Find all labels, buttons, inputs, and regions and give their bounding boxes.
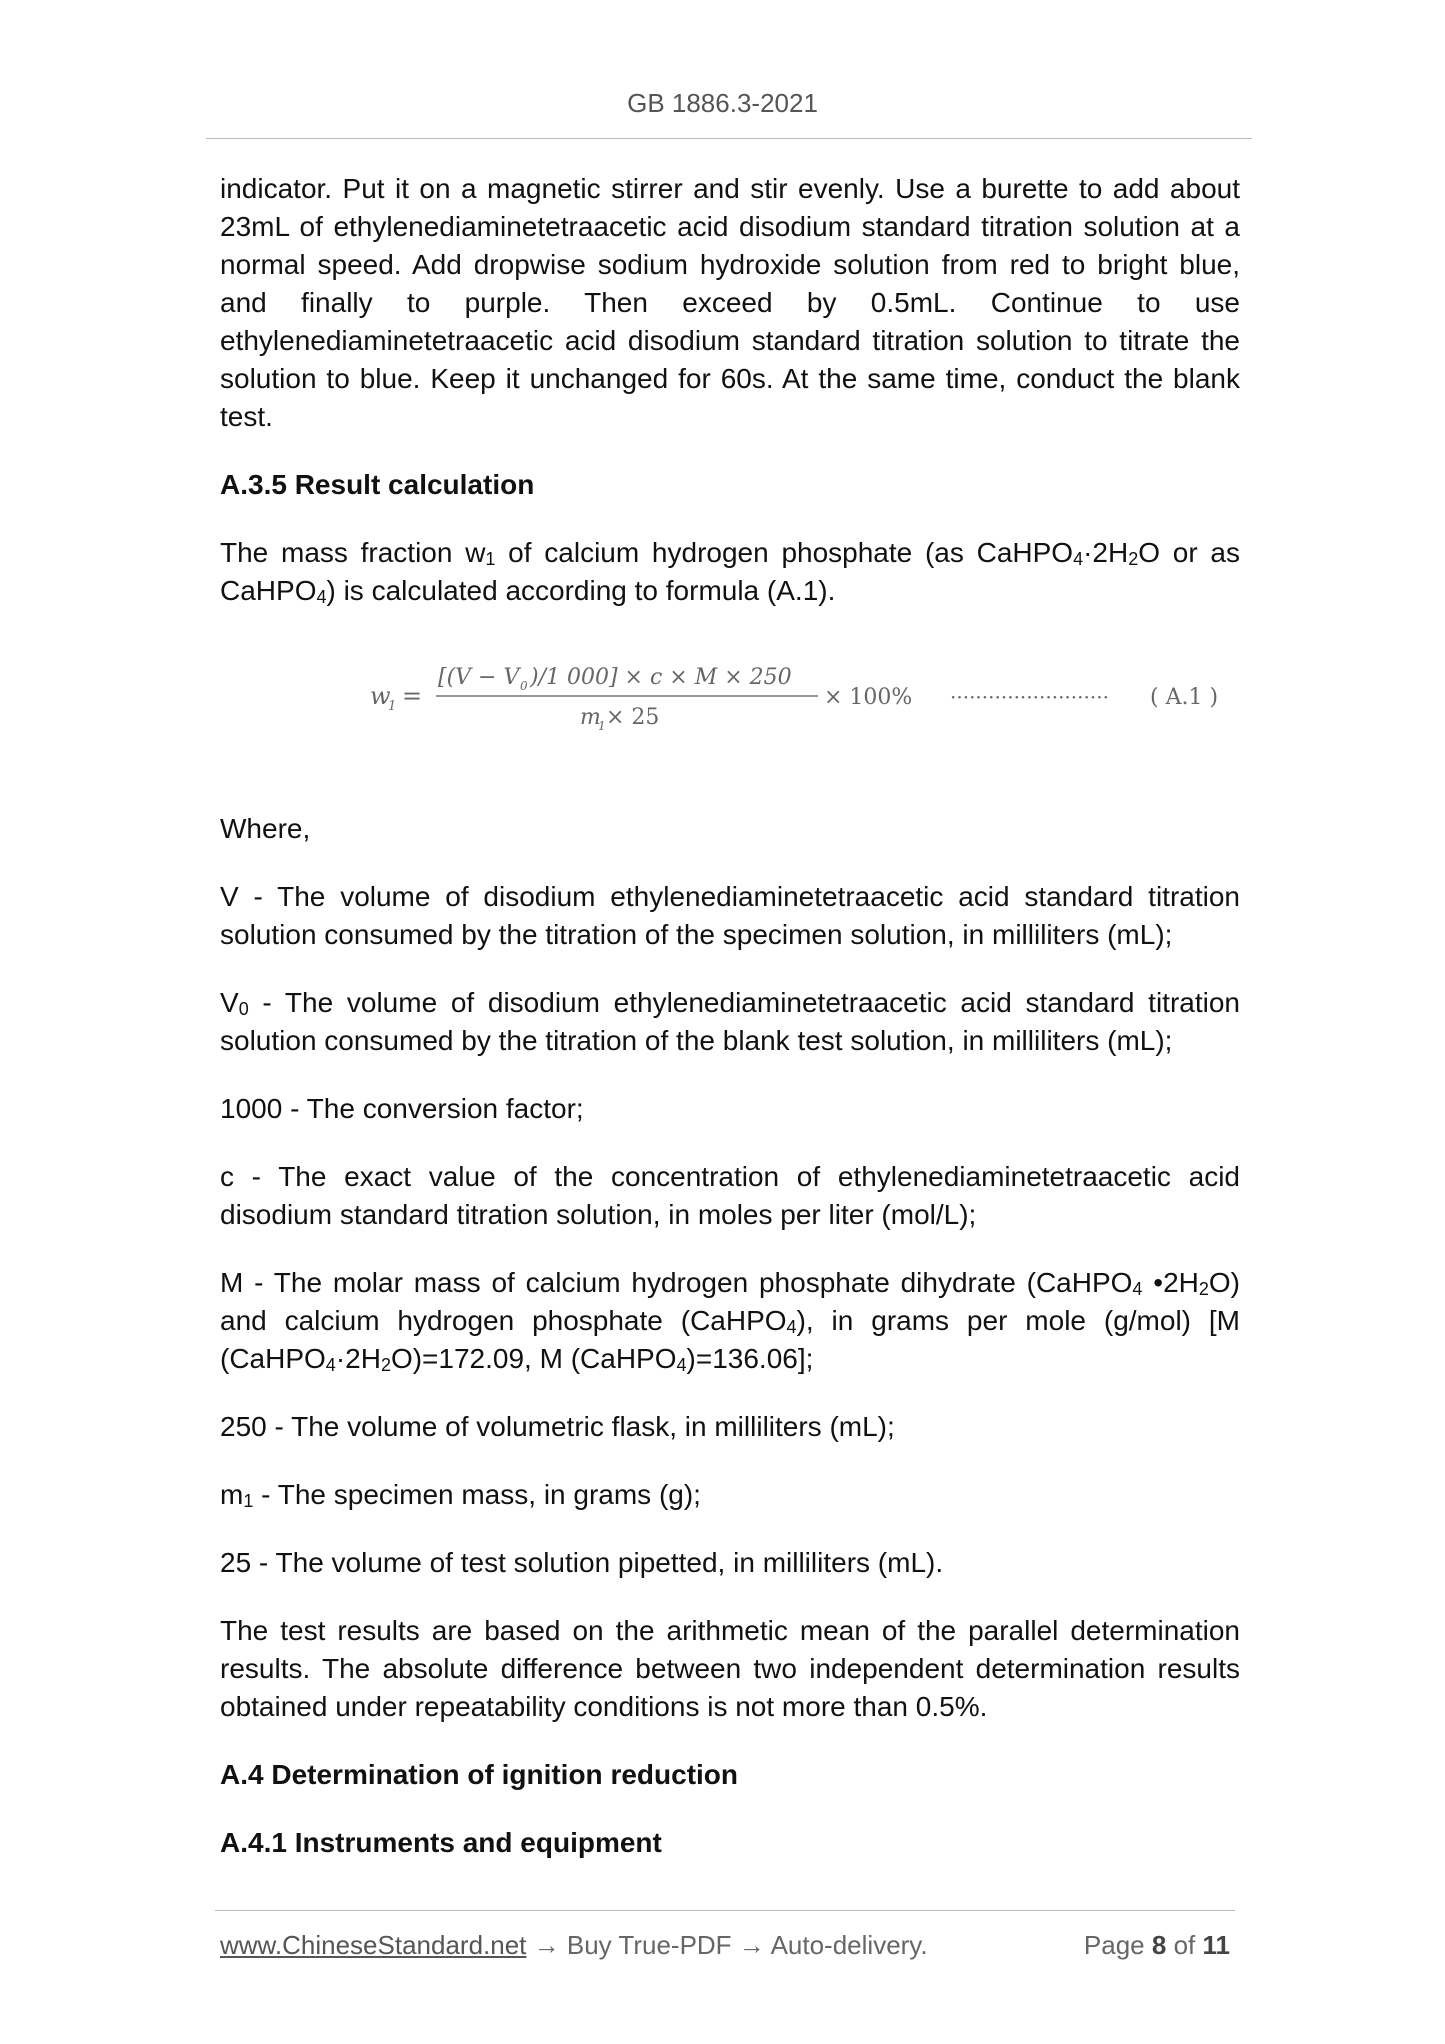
page-footer — [220, 1930, 1230, 1961]
formula-equals: = — [402, 682, 423, 710]
formula-numerator-rest: )/1 000] × c × M × 250 — [530, 665, 792, 690]
section-heading-a4: A.4 Determination of ignition reduction — [220, 1759, 738, 1790]
definition-v: V - The volume of disodium ethylenediaminetetraacetic acid standard titration solution consumed by the titration of the specimen solution, in milliliters (mL); — [220, 881, 1240, 950]
definition-m: M - The molar mass of calcium hydrogen phosphate dihydrate (CaHPO$_4$ $•2H_2O$) and calcium hydrogen phosphate (CaHPO$_4$), in grams per mole (g/mol) [M $(CaHPO_4\cdot 2H_2O)=172.09$, M (CaHPO$_4$)=136.06]; — [220, 1267, 1240, 1375]
definition-25: 25 - The volume of test solution pipetted, in milliliters (mL). — [220, 1547, 944, 1578]
document-code: GB 1886.3-2021 — [627, 88, 818, 118]
definition-m1: $m_1$ - The specimen mass, in grams (g); — [220, 1479, 701, 1511]
formula-denominator: m — [580, 705, 601, 730]
formula-numerator-sub: 0 — [520, 679, 528, 693]
mass-fraction-paragraph: The mass fraction $w_1$ of calcium hydrogen phosphate (as $CaHPO_4\cdot 2H_2O$ or as CaHPO$_4$) is calculated according to formula (A.1). — [220, 537, 1240, 607]
formula-lhs: w — [370, 682, 391, 710]
formula-denominator-sub: 1 — [598, 719, 606, 733]
page-body — [220, 170, 1240, 1892]
footer-tagline: → Buy True-PDF → Auto-delivery. — [526, 1930, 928, 1960]
definition-v0: $V_0$ - The volume of disodium ethylenediaminetetraacetic acid standard titration solution consumed by the titration of the blank test solution, in milliliters (mL); — [220, 987, 1240, 1056]
definition-c: c - The exact value of the concentration of ethylenediaminetetraacetic acid disodium standard titration solution, in moles per liter (mol/L); — [220, 1161, 1240, 1230]
formula-numerator: [(V − V — [438, 665, 520, 690]
formula-denominator-rest: × 25 — [606, 705, 660, 730]
definition-250: 250 - The volume of volumetric flask, in milliliters (mL); — [220, 1411, 895, 1442]
formula-multiplier: × 100% — [824, 685, 913, 710]
intro-paragraph: indicator. Put it on a magnetic stirrer and stir evenly. Use a burette to add about 23mL of ethylenediaminetetraacetic acid disodium standard titration solution at a normal speed. Add dropwise sodium hydroxide solution from red to bright blue, and finally to purple. Then exceed by 0.5mL. Continue to use ethylenediaminetetraacetic acid disodium standard titration solution to titrate the solution to blue. Keep it unchanged for 60s. At the same time, conduct the blank test. — [220, 173, 1240, 432]
formula-graphic — [370, 640, 1250, 740]
footer-divider — [215, 1910, 1235, 1911]
current-page: 8 — [1151, 1930, 1167, 1960]
site-link[interactable]: www.ChineseStandard.net — [220, 1930, 527, 1960]
results-paragraph: The test results are based on the arithmetic mean of the parallel determination results. The absolute difference between two independent determination results obtained under repeatability conditions is not more than 0.5%. — [220, 1615, 1240, 1722]
formula-a1 — [220, 640, 1240, 790]
section-heading-a41: A.4.1 Instruments and equipment — [220, 1827, 662, 1858]
section-heading-a35: A.3.5 Result calculation — [220, 469, 535, 500]
page-header — [0, 88, 1445, 119]
total-pages: 11 — [1202, 1930, 1230, 1960]
where-label: Where, — [220, 813, 311, 844]
page-indicator: Page 8 of 11 — [1083, 1930, 1230, 1960]
formula-label: ( A.1 ) — [1150, 685, 1219, 710]
formula-dots: ························· — [950, 685, 1109, 709]
definition-1000: 1000 - The conversion factor; — [220, 1093, 584, 1124]
formula-lhs-sub: 1 — [388, 699, 397, 714]
header-divider — [206, 138, 1252, 139]
